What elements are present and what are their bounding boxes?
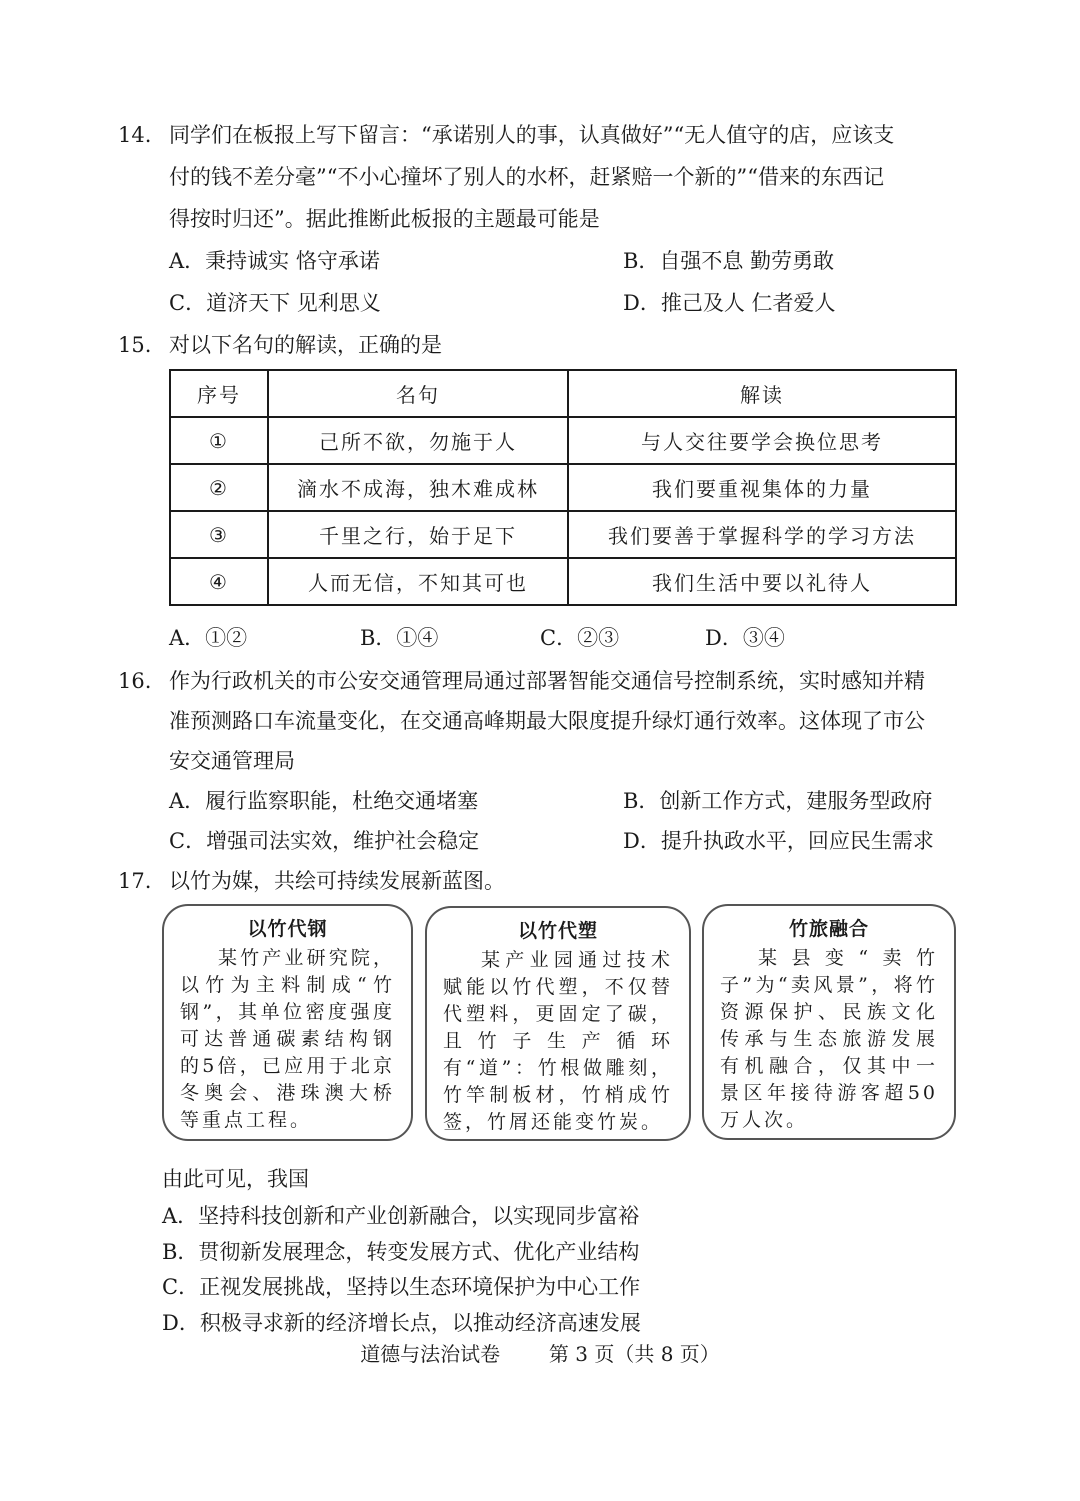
table-row xyxy=(170,558,956,605)
table-row xyxy=(170,417,956,464)
question-number-17: 17. xyxy=(118,869,152,893)
question-16-line-1: 作为行政机关的市公安交通管理局通过部署智能交通信号控制系统，实时感知并精 xyxy=(169,669,925,693)
table-cell-interpretation: 我们要善于掌握科学的学习方法 xyxy=(568,511,956,558)
material-box-bamboo-tourism xyxy=(702,904,956,1140)
table-header-quote: 名句 xyxy=(268,370,568,417)
table-cell-quote: 己所不欲，勿施于人 xyxy=(268,417,568,464)
table-cell-quote: 滴水不成海，独木难成林 xyxy=(268,464,568,511)
question-number-14: 14. xyxy=(118,123,152,147)
question-17-stem: 以竹为媒，共绘可持续发展新蓝图。 xyxy=(169,869,505,893)
table-row xyxy=(170,511,956,558)
table-header-interpretation: 解读 xyxy=(568,370,956,417)
table-cell-quote: 人而无信，不知其可也 xyxy=(268,558,568,605)
table-header-row xyxy=(170,370,956,417)
question-17-option-b[interactable]: B．贯彻新发展理念，转变发展方式、优化产业结构 xyxy=(162,1240,640,1264)
question-15-stem: 对以下名句的解读，正确的是 xyxy=(169,333,442,357)
material-box-bamboo-steel xyxy=(162,904,413,1141)
question-16-option-b[interactable]: B．创新工作方式，建服务型政府 xyxy=(623,789,933,813)
question-14-option-a[interactable]: A．秉持诚实 恪守承诺 xyxy=(169,249,380,273)
question-15-option-c[interactable]: C．②③ xyxy=(540,626,620,650)
question-number-15: 15. xyxy=(118,333,152,357)
question-15-option-a[interactable]: A．①② xyxy=(169,626,248,650)
material-box-title: 以竹代钢 xyxy=(247,918,328,940)
material-box-text: 某产业园通过技术赋能以竹代塑，不仅替代塑料，更固定了碳，且竹子生产循环有“道”：竹根做雕刻，竹竿制板材，竹梢成竹签，竹屑还能变竹炭。 xyxy=(443,949,673,1133)
footer-page-number: 第 3 页（共 8 页） xyxy=(548,1342,720,1366)
material-box-text: 某竹产业研究院，以竹为主料制成“竹钢”，其单位密度强度可达普通碳素结构钢的5倍，已应用于北京冬奥会、港珠澳大桥等重点工程。 xyxy=(180,947,395,1131)
material-box-text: 某县变“卖竹子”为“卖风景”，将竹资源保护、民族文化传承与生态旅游发展有机融合，仅其中一景区年接待游客超50万人次。 xyxy=(720,947,938,1131)
question-15-option-b[interactable]: B．①④ xyxy=(360,626,439,650)
table-row xyxy=(170,464,956,511)
question-15-option-d[interactable]: D．③④ xyxy=(705,626,785,650)
question-14-option-d[interactable]: D．推己及人 仁者爱人 xyxy=(623,291,836,315)
question-14-line-1: 同学们在板报上写下留言：“承诺别人的事，认真做好”“无人值守的店，应该支 xyxy=(169,123,895,147)
question-14-line-2: 付的钱不差分毫”“不小心撞坏了别人的水杯，赶紧赔一个新的”“借来的东西记 xyxy=(169,165,884,189)
material-box-title: 以竹代塑 xyxy=(517,920,598,942)
question-16-option-d[interactable]: D．提升执政水平，回应民生需求 xyxy=(623,829,934,853)
question-17-lead: 由此可见，我国 xyxy=(162,1167,309,1191)
table-cell-number: ① xyxy=(170,417,268,464)
question-17-option-a[interactable]: A．坚持科技创新和产业创新融合，以实现同步富裕 xyxy=(162,1204,640,1228)
table-cell-number: ④ xyxy=(170,558,268,605)
table-cell-number: ③ xyxy=(170,511,268,558)
question-16-line-2: 准预测路口车流量变化，在交通高峰期最大限度提升绿灯通行效率。这体现了市公 xyxy=(169,709,925,733)
question-16-option-c[interactable]: C．增强司法实效，维护社会稳定 xyxy=(169,829,480,853)
quotes-table xyxy=(169,369,957,606)
question-14-line-3: 得按时归还”。据此推断此板报的主题最可能是 xyxy=(169,207,600,231)
question-14-option-c[interactable]: C．道济天下 见利思义 xyxy=(169,291,381,315)
question-16-line-3: 安交通管理局 xyxy=(169,749,295,773)
table-cell-interpretation: 我们要重视集体的力量 xyxy=(568,464,956,511)
question-17-option-c[interactable]: C．正视发展挑战，坚持以生态环境保护为中心工作 xyxy=(162,1275,641,1299)
table-cell-number: ② xyxy=(170,464,268,511)
question-16-option-a[interactable]: A．履行监察职能，杜绝交通堵塞 xyxy=(169,789,479,813)
table-header-number: 序号 xyxy=(170,370,268,417)
question-17-option-d[interactable]: D．积极寻求新的经济增长点，以推动经济高速发展 xyxy=(162,1311,641,1335)
footer-subject: 道德与法治试卷 xyxy=(360,1342,501,1366)
material-box-title: 竹旅融合 xyxy=(788,918,869,940)
question-14-option-b[interactable]: B．自强不息 勤劳勇敢 xyxy=(623,249,835,273)
table-cell-interpretation: 与人交往要学会换位思考 xyxy=(568,417,956,464)
question-number-16: 16. xyxy=(118,669,152,693)
material-box-bamboo-plastic xyxy=(425,906,691,1141)
table-cell-quote: 千里之行，始于足下 xyxy=(268,511,568,558)
table-cell-interpretation: 我们生活中要以礼待人 xyxy=(568,558,956,605)
page-footer xyxy=(0,1339,1080,1369)
